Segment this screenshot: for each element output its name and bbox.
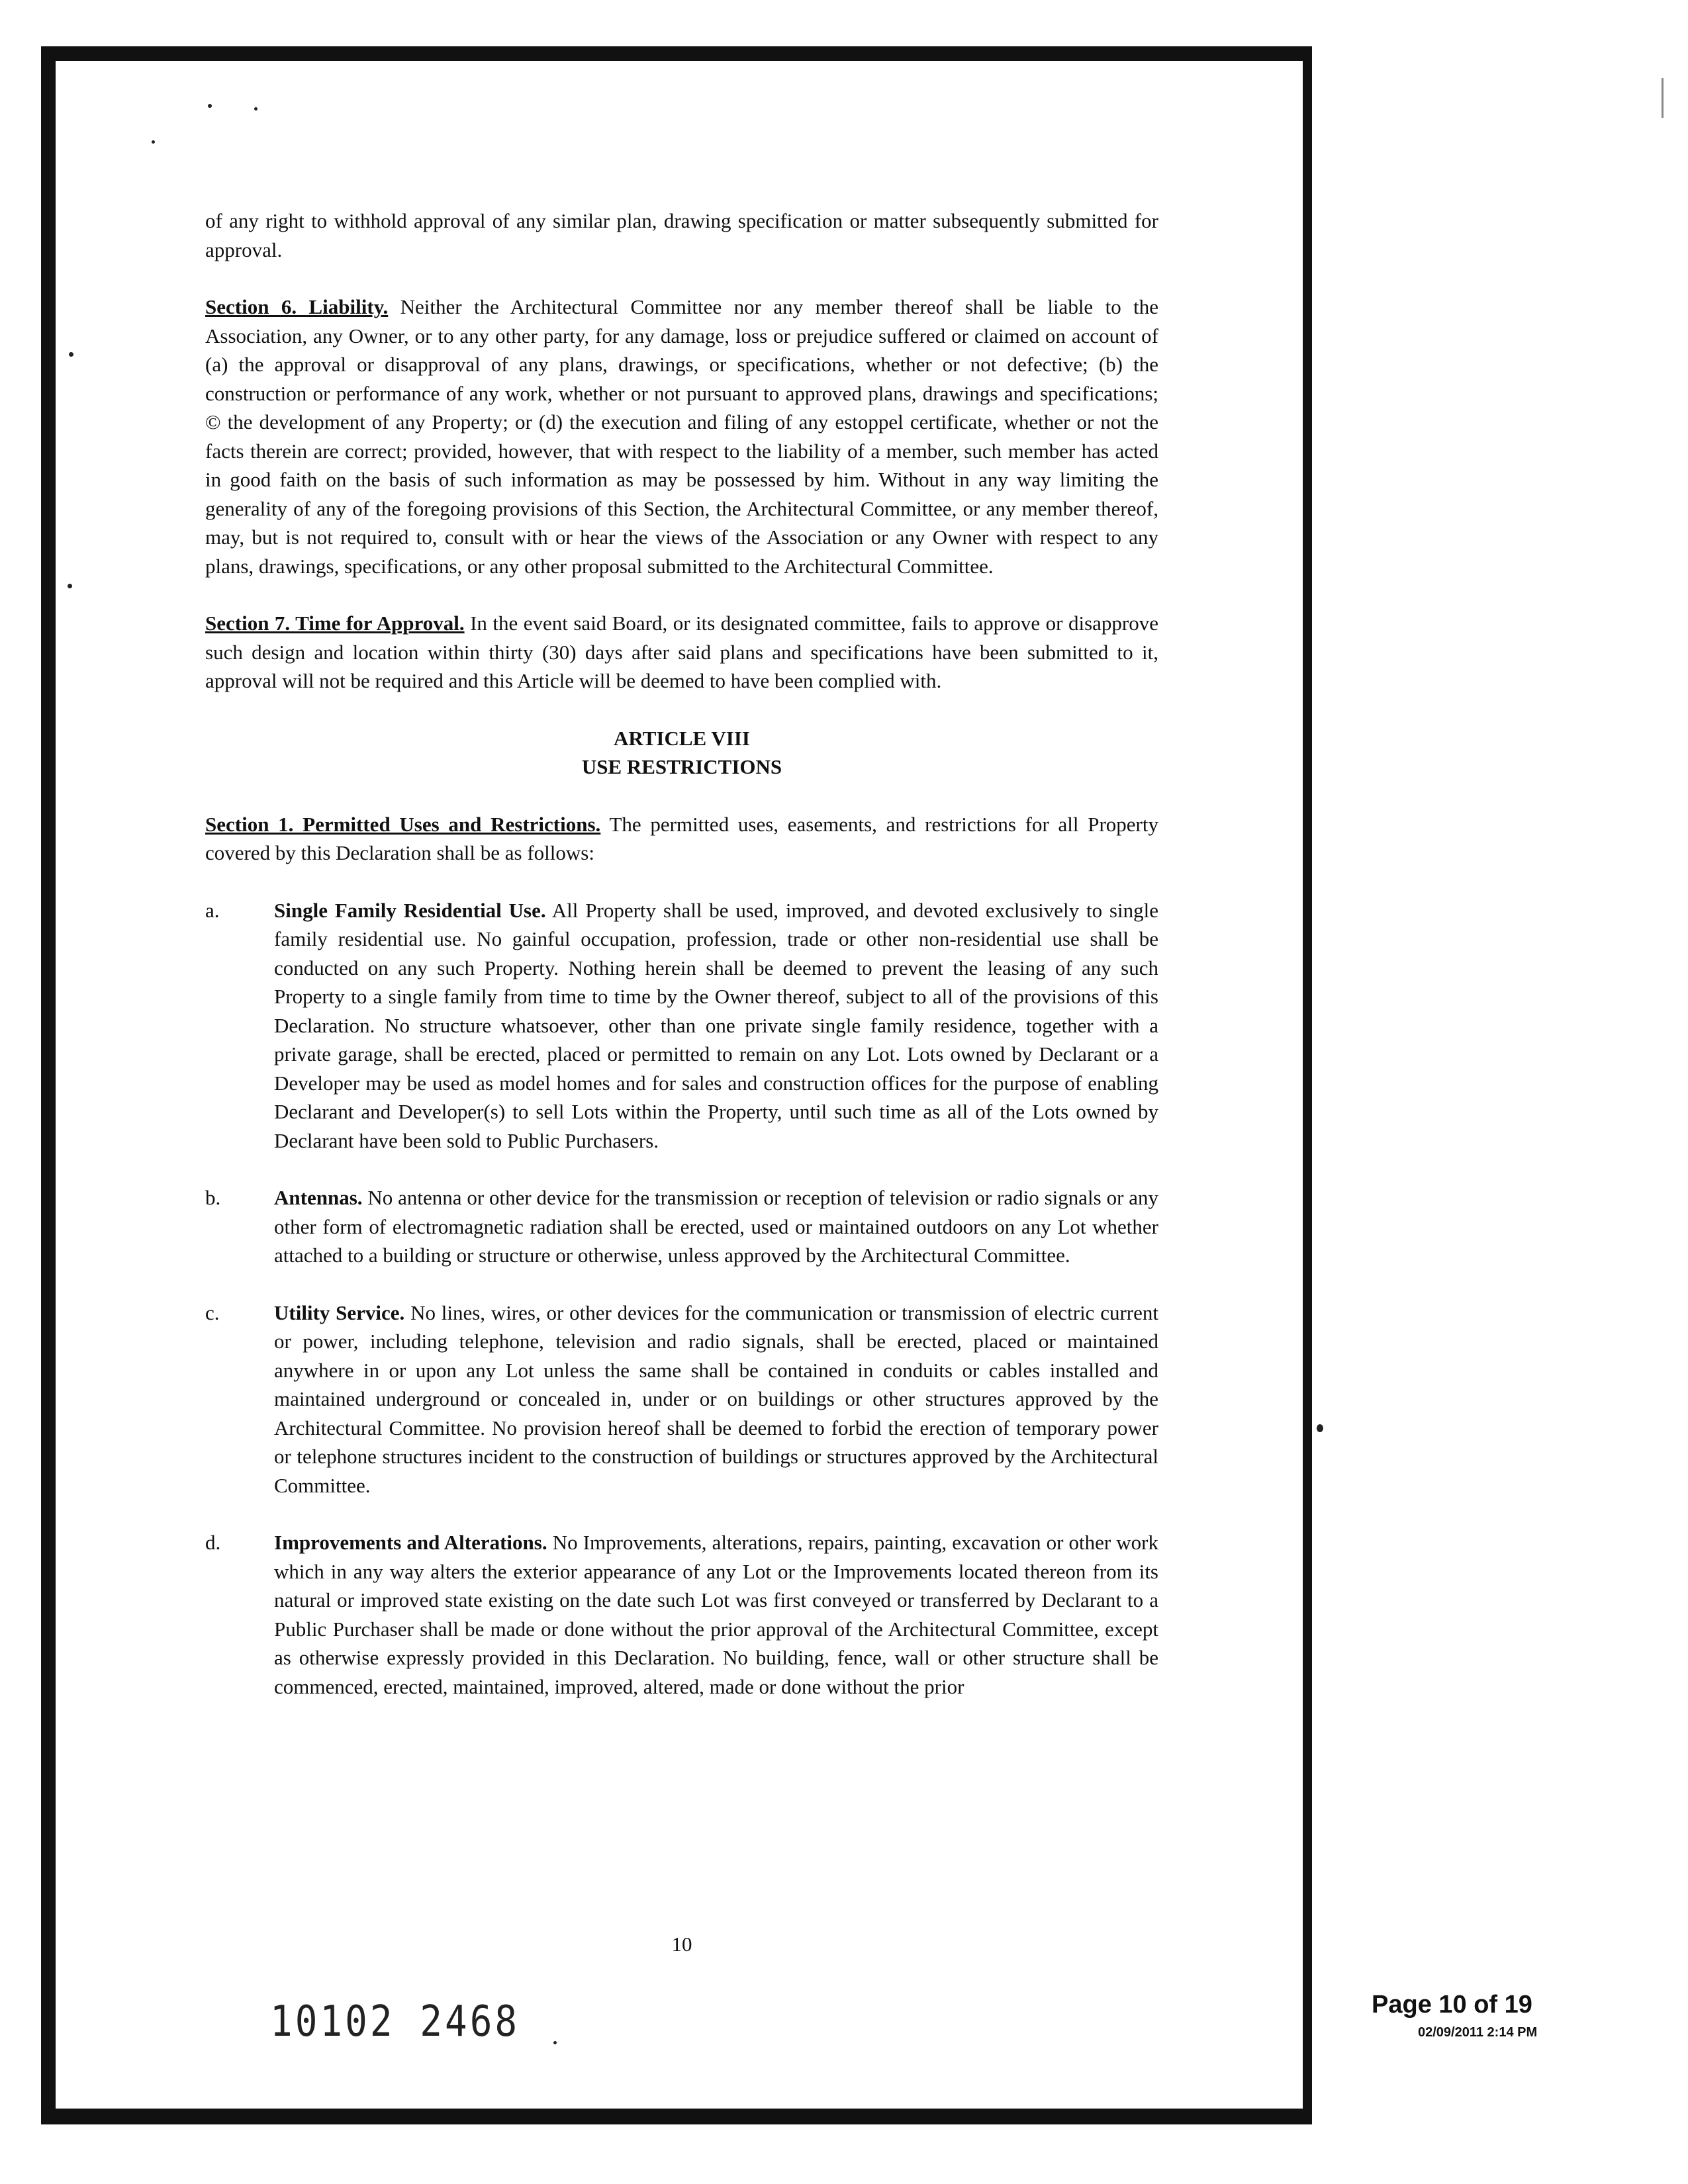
section-7-text: In the event said Board, or its designated committee, fails to approve or disapprove such design and location within thirty (30) days after said plans and specifications have been submitted to it, approval will not be required and this Article will be deemed to have been complied with.	[205, 612, 1158, 692]
scan-speck	[553, 2041, 557, 2044]
section-7-heading: Section 7. Time for Approval.	[205, 612, 465, 635]
intro-paragraph: of any right to withhold approval of any similar plan, drawing specification or matter subsequently submitted for approval.	[205, 209, 1158, 261]
section-6-heading: Section 6. Liability.	[205, 295, 389, 318]
list-item-letter: a.	[205, 898, 220, 922]
scan-speck	[152, 140, 155, 144]
scan-speck	[1317, 1424, 1323, 1432]
footer-page-label: Page 10 of 19	[1372, 1991, 1532, 2019]
list-item-title: Antennas.	[274, 1186, 363, 1209]
scan-speck	[69, 352, 73, 357]
edge-mark	[1662, 78, 1670, 118]
page-number: 10	[671, 1933, 692, 1956]
list-item-title: Improvements and Alterations.	[274, 1531, 547, 1554]
document-body	[205, 206, 1158, 1729]
list-item	[205, 896, 1158, 1156]
section-6-paragraph	[205, 293, 1158, 580]
list-item-title: Single Family Residential Use.	[274, 898, 546, 922]
scan-speck	[254, 107, 258, 111]
article-title: USE RESTRICTIONS	[581, 755, 782, 778]
article-heading	[205, 724, 1158, 782]
article-number: ARTICLE VIII	[614, 726, 750, 750]
section-1-text: The permitted uses, easements, and restrictions for all Property covered by this Declaration shall be as follows:	[205, 812, 1158, 864]
scan-speck	[208, 104, 212, 108]
list-item-letter: d.	[205, 1531, 221, 1554]
list-item-text: No antenna or other device for the transmission or reception of television or radio signals or any other form of electromagnetic radiation shall be erected, used or maintained outdoors on any Lot whether attached to a building or structure or otherwise, unless approved by the Architectural Committee.	[274, 1186, 1158, 1267]
list-item-letter: c.	[205, 1300, 220, 1324]
list-item-letter: b.	[205, 1186, 221, 1209]
section-1-paragraph	[205, 810, 1158, 868]
scan-speck	[68, 584, 72, 588]
section-1-heading: Section 1. Permitted Uses and Restrictions.	[205, 812, 601, 836]
list-item-text: No lines, wires, or other devices for the communication or transmission of electric current or power, including telephone, television and radio signals, shall be erected, placed or maintained anywhere in or upon any Lot unless the same shall be contained in conduits or cables installed and maintained underground or concealed in, under or on buildings or other structures approved by the Architectural Committee. No provision hereof shall be deemed to forbid the erection of temporary power or telephone structures incident to the construction of buildings or structures approved by the Architectural Committee.	[274, 1300, 1158, 1497]
list-item-title: Utility Service.	[274, 1300, 405, 1324]
list-item-text: No Improvements, alterations, repairs, painting, excavation or other work which in any way alters the exterior appearance of any Lot or the Improvements located thereon from its natural or improved state existing on the date such Lot was first conveyed or transferred by Declarant to a Public Purchaser shall be made or done without the prior approval of the Architectural Committee, except as otherwise expressly provided in this Declaration. No building, fence, wall or other structure shall be commenced, erected, maintained, improved, altered, made or done without the prior	[274, 1531, 1158, 1698]
section-6-text: Neither the Architectural Committee nor any member thereof shall be liable to the Association, any Owner, or to any other party, for any damage, loss or prejudice suffered or claimed on account of (a) the approval or disapproval of any plans, drawings, or specifications, whether or not defective; (b) the construction or performance of any work, whether or not pursuant to approved plans, drawings and specifications; © the development of any Property; or (d) the execution and filing of any estoppel certificate, whether or not the facts therein are correct; provided, however, that with respect to the liability of a member, such member has acted in good faith on the basis of such information as may be possessed by him. Without in any way limiting the generality of any of the foregoing provisions of this Section, the Architectural Committee, or any member thereof, may, but is not required to, consult with or hear the views of the Association or any Owner with respect to any plans, drawings, specifications, or any other proposal submitted to the Architectural Committee.	[205, 295, 1158, 578]
list-item	[205, 1528, 1158, 1701]
section-7-paragraph	[205, 609, 1158, 696]
list-item	[205, 1183, 1158, 1270]
footer-timestamp: 02/09/2011 2:14 PM	[1418, 2025, 1538, 2040]
list-item	[205, 1298, 1158, 1500]
recording-stamp: 10102 2468	[270, 1997, 520, 2046]
list-item-text: All Property shall be used, improved, and devoted exclusively to single family residential use. No gainful occupation, profession, trade or other non-residential use shall be conducted on any such Property. Nothing herein shall be deemed to prevent the leasing of any such Property to a single family from time to time by the Owner thereof, subject to all of the provisions of this Declaration. No structure whatsoever, other than one private single family residence, together with a private garage, shall be erected, placed or permitted to remain on any Lot. Lots owned by Declarant or a Developer may be used as model homes and for sales and construction offices for the purpose of enabling Declarant and Developer(s) to sell Lots within the Property, until such time as all of the Lots owned by Declarant have been sold to Public Purchasers.	[274, 898, 1158, 1152]
